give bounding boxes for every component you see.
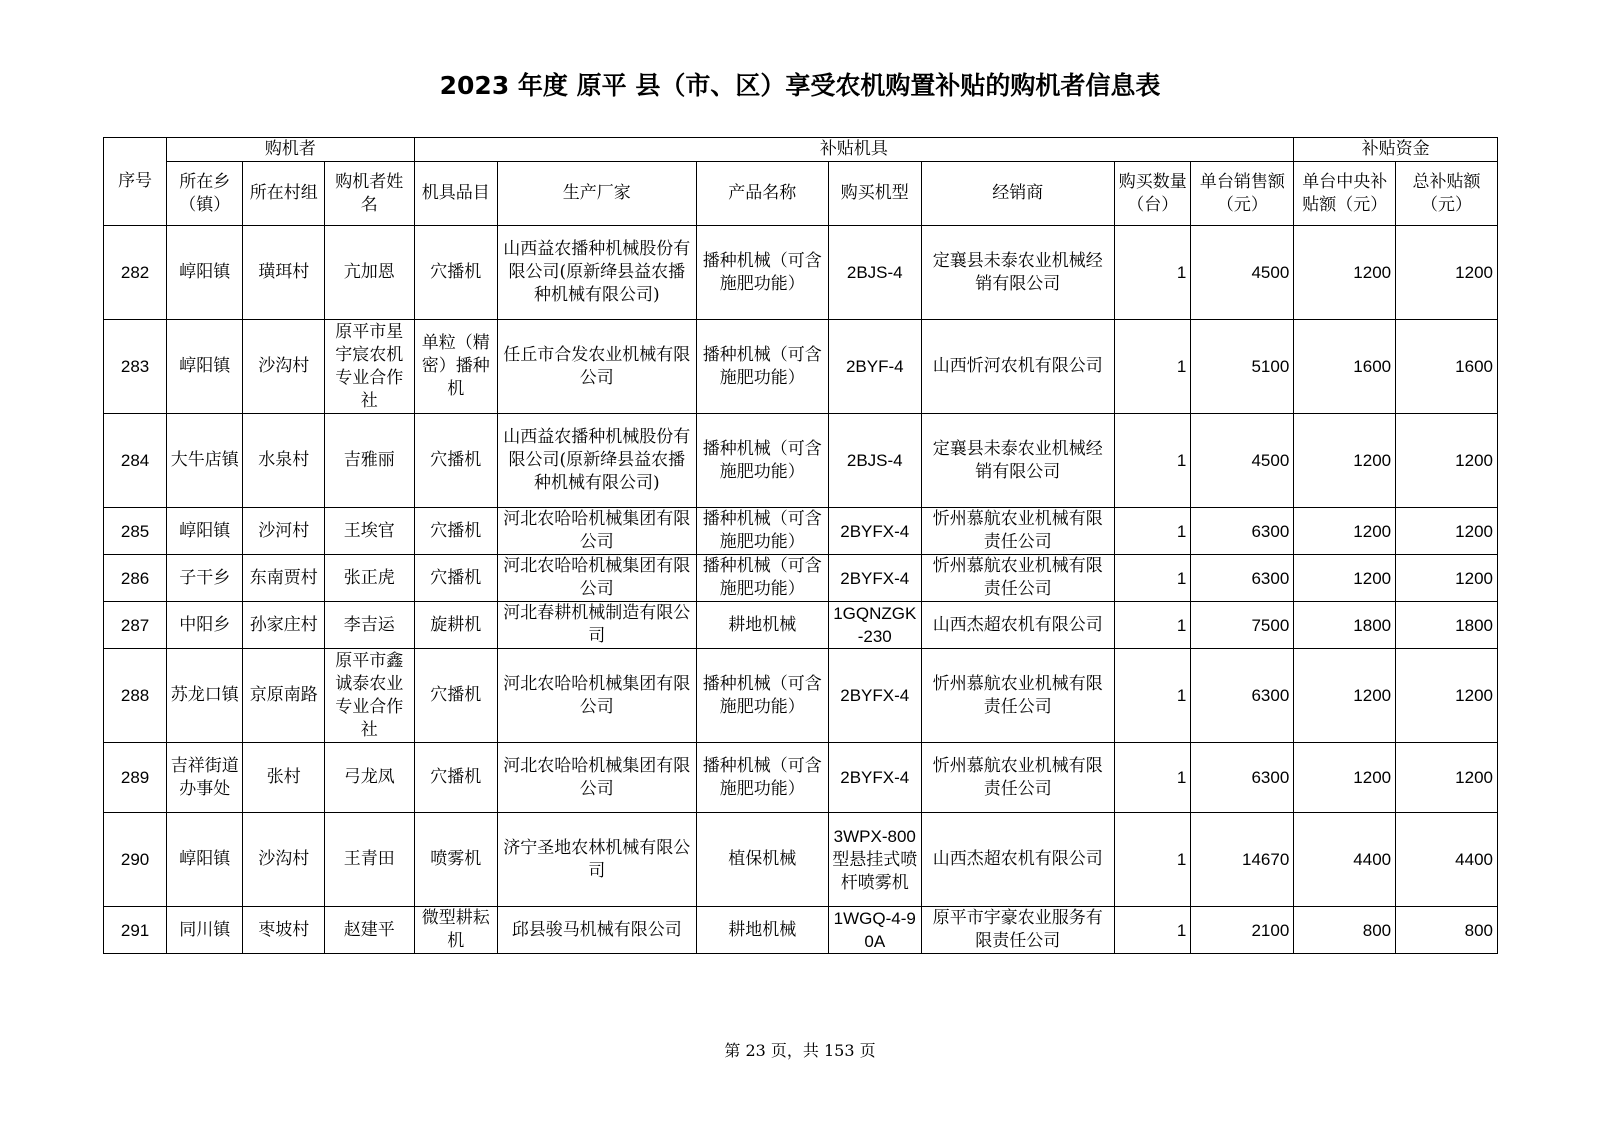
cell-seq: 289 (104, 743, 167, 813)
cell-qty: 1 (1115, 649, 1191, 743)
cell-maker: 河北农哈哈机械集团有限公司 (498, 555, 697, 602)
cell-maker: 山西益农播种机械股份有限公司(原新绛县益农播种机械有限公司) (498, 414, 697, 508)
cell-town: 崞阳镇 (167, 508, 243, 555)
cell-village: 沙河村 (243, 508, 324, 555)
cell-dealer: 忻州慕航农业机械有限责任公司 (921, 555, 1114, 602)
cell-name: 李吉运 (324, 602, 414, 649)
header-product: 产品名称 (696, 162, 828, 226)
cell-subsidy: 1800 (1294, 602, 1396, 649)
cell-price: 6300 (1191, 649, 1294, 743)
header-name: 购机者姓名 (324, 162, 414, 226)
cell-product: 播种机械（可含施肥功能） (696, 555, 828, 602)
cell-model: 1WGQ-4-90A (828, 907, 921, 954)
cell-village: 张村 (243, 743, 324, 813)
cell-town: 崞阳镇 (167, 320, 243, 414)
cell-name: 弓龙凤 (324, 743, 414, 813)
cell-seq: 282 (104, 226, 167, 320)
cell-seq: 283 (104, 320, 167, 414)
table-row (104, 602, 1498, 649)
cell-product: 播种机械（可含施肥功能） (696, 508, 828, 555)
cell-total: 1200 (1396, 743, 1498, 813)
header-town: 所在乡（镇） (167, 162, 243, 226)
cell-name: 原平市星宇宸农机专业合作社 (324, 320, 414, 414)
page-title: 2023 年度 原平 县（市、区）享受农机购置补贴的购机者信息表 (439, 71, 1161, 100)
cell-category: 穴播机 (414, 414, 497, 508)
cell-town: 苏龙口镇 (167, 649, 243, 743)
cell-total: 1800 (1396, 602, 1498, 649)
cell-category: 穴播机 (414, 555, 497, 602)
cell-village: 水泉村 (243, 414, 324, 508)
cell-subsidy: 800 (1294, 907, 1396, 954)
cell-qty: 1 (1115, 226, 1191, 320)
cell-subsidy: 1200 (1294, 226, 1396, 320)
table-row (104, 649, 1498, 743)
cell-qty: 1 (1115, 414, 1191, 508)
header-maker: 生产厂家 (498, 162, 697, 226)
cell-category: 穴播机 (414, 743, 497, 813)
cell-category: 微型耕耘机 (414, 907, 497, 954)
cell-maker: 河北农哈哈机械集团有限公司 (498, 508, 697, 555)
cell-category: 单粒（精密）播种机 (414, 320, 497, 414)
cell-dealer: 山西忻河农机有限公司 (921, 320, 1114, 414)
cell-total: 1600 (1396, 320, 1498, 414)
cell-maker: 河北农哈哈机械集团有限公司 (498, 649, 697, 743)
cell-maker: 济宁圣地农林机械有限公司 (498, 813, 697, 907)
cell-model: 2BJS-4 (828, 226, 921, 320)
group-fund: 补贴资金 (1294, 138, 1498, 162)
cell-village: 枣坡村 (243, 907, 324, 954)
cell-dealer: 忻州慕航农业机械有限责任公司 (921, 743, 1114, 813)
cell-total: 4400 (1396, 813, 1498, 907)
cell-village: 东南贾村 (243, 555, 324, 602)
group-buyer: 购机者 (167, 138, 414, 162)
cell-category: 穴播机 (414, 649, 497, 743)
table-row (104, 508, 1498, 555)
cell-total: 1200 (1396, 508, 1498, 555)
table-row (104, 414, 1498, 508)
header-total: 总补贴额（元） (1396, 162, 1498, 226)
cell-maker: 山西益农播种机械股份有限公司(原新绛县益农播种机械有限公司) (498, 226, 697, 320)
cell-subsidy: 1200 (1294, 555, 1396, 602)
cell-town: 崞阳镇 (167, 226, 243, 320)
cell-dealer: 忻州慕航农业机械有限责任公司 (921, 649, 1114, 743)
cell-town: 崞阳镇 (167, 813, 243, 907)
cell-product: 播种机械（可含施肥功能） (696, 414, 828, 508)
cell-name: 原平市鑫诚泰农业专业合作社 (324, 649, 414, 743)
cell-dealer: 忻州慕航农业机械有限责任公司 (921, 508, 1114, 555)
cell-qty: 1 (1115, 508, 1191, 555)
cell-village: 沙沟村 (243, 813, 324, 907)
cell-model: 2BJS-4 (828, 414, 921, 508)
cell-maker: 河北农哈哈机械集团有限公司 (498, 743, 697, 813)
cell-price: 6300 (1191, 555, 1294, 602)
cell-total: 1200 (1396, 555, 1498, 602)
cell-price: 5100 (1191, 320, 1294, 414)
table-row (104, 907, 1498, 954)
table-row (104, 813, 1498, 907)
table-row (104, 320, 1498, 414)
cell-total: 1200 (1396, 649, 1498, 743)
cell-qty: 1 (1115, 320, 1191, 414)
cell-qty: 1 (1115, 813, 1191, 907)
cell-category: 穴播机 (414, 508, 497, 555)
cell-model: 1GQNZGK-230 (828, 602, 921, 649)
cell-town: 吉祥街道办事处 (167, 743, 243, 813)
cell-maker: 邱县骏马机械有限公司 (498, 907, 697, 954)
header-qty: 购买数量（台） (1115, 162, 1191, 226)
group-machine: 补贴机具 (414, 138, 1294, 162)
cell-subsidy: 1200 (1294, 508, 1396, 555)
cell-village: 沙沟村 (243, 320, 324, 414)
header-village: 所在村组 (243, 162, 324, 226)
cell-subsidy: 1600 (1294, 320, 1396, 414)
cell-name: 王埃官 (324, 508, 414, 555)
cell-product: 植保机械 (696, 813, 828, 907)
header-seq: 序号 (104, 138, 167, 226)
cell-town: 子干乡 (167, 555, 243, 602)
cell-qty: 1 (1115, 602, 1191, 649)
cell-maker: 任丘市合发农业机械有限公司 (498, 320, 697, 414)
cell-village: 璜珥村 (243, 226, 324, 320)
header-category: 机具品目 (414, 162, 497, 226)
cell-town: 中阳乡 (167, 602, 243, 649)
cell-category: 旋耕机 (414, 602, 497, 649)
cell-product: 耕地机械 (696, 602, 828, 649)
cell-name: 王青田 (324, 813, 414, 907)
cell-model: 2BYFX-4 (828, 649, 921, 743)
header-subsidy: 单台中央补贴额（元） (1294, 162, 1396, 226)
cell-qty: 1 (1115, 743, 1191, 813)
cell-product: 播种机械（可含施肥功能） (696, 226, 828, 320)
cell-dealer: 山西杰超农机有限公司 (921, 813, 1114, 907)
table-row (104, 226, 1498, 320)
cell-maker: 河北春耕机械制造有限公司 (498, 602, 697, 649)
cell-price: 2100 (1191, 907, 1294, 954)
cell-product: 播种机械（可含施肥功能） (696, 743, 828, 813)
cell-category: 喷雾机 (414, 813, 497, 907)
cell-name: 赵建平 (324, 907, 414, 954)
cell-name: 张正虎 (324, 555, 414, 602)
header-price: 单台销售额（元） (1191, 162, 1294, 226)
cell-seq: 287 (104, 602, 167, 649)
cell-town: 大牛店镇 (167, 414, 243, 508)
cell-name: 亢加恩 (324, 226, 414, 320)
cell-dealer: 山西杰超农机有限公司 (921, 602, 1114, 649)
cell-model: 2BYFX-4 (828, 555, 921, 602)
cell-subsidy: 1200 (1294, 649, 1396, 743)
cell-model: 2BYFX-4 (828, 508, 921, 555)
cell-product: 播种机械（可含施肥功能） (696, 320, 828, 414)
cell-name: 吉雅丽 (324, 414, 414, 508)
cell-price: 4500 (1191, 414, 1294, 508)
header-dealer: 经销商 (921, 162, 1114, 226)
cell-seq: 286 (104, 555, 167, 602)
cell-seq: 285 (104, 508, 167, 555)
cell-subsidy: 4400 (1294, 813, 1396, 907)
cell-price: 6300 (1191, 508, 1294, 555)
cell-subsidy: 1200 (1294, 414, 1396, 508)
cell-qty: 1 (1115, 555, 1191, 602)
cell-subsidy: 1200 (1294, 743, 1396, 813)
cell-total: 1200 (1396, 414, 1498, 508)
cell-model: 2BYF-4 (828, 320, 921, 414)
cell-town: 同川镇 (167, 907, 243, 954)
cell-product: 耕地机械 (696, 907, 828, 954)
cell-seq: 291 (104, 907, 167, 954)
cell-model: 2BYFX-4 (828, 743, 921, 813)
header-model: 购买机型 (828, 162, 921, 226)
cell-dealer: 定襄县未泰农业机械经销有限公司 (921, 414, 1114, 508)
cell-seq: 290 (104, 813, 167, 907)
cell-seq: 288 (104, 649, 167, 743)
cell-total: 800 (1396, 907, 1498, 954)
cell-category: 穴播机 (414, 226, 497, 320)
cell-dealer: 原平市宇豪农业服务有限责任公司 (921, 907, 1114, 954)
cell-product: 播种机械（可含施肥功能） (696, 649, 828, 743)
cell-village: 京原南路 (243, 649, 324, 743)
table-row (104, 555, 1498, 602)
table-row (104, 743, 1498, 813)
cell-dealer: 定襄县未泰农业机械经销有限公司 (921, 226, 1114, 320)
cell-price: 7500 (1191, 602, 1294, 649)
page-number: 第 23 页，共 153 页 (724, 1041, 876, 1060)
subsidy-table (103, 137, 1498, 954)
cell-village: 孙家庄村 (243, 602, 324, 649)
cell-qty: 1 (1115, 907, 1191, 954)
cell-price: 6300 (1191, 743, 1294, 813)
cell-model: 3WPX-800型悬挂式喷杆喷雾机 (828, 813, 921, 907)
cell-price: 14670 (1191, 813, 1294, 907)
cell-seq: 284 (104, 414, 167, 508)
cell-price: 4500 (1191, 226, 1294, 320)
cell-total: 1200 (1396, 226, 1498, 320)
